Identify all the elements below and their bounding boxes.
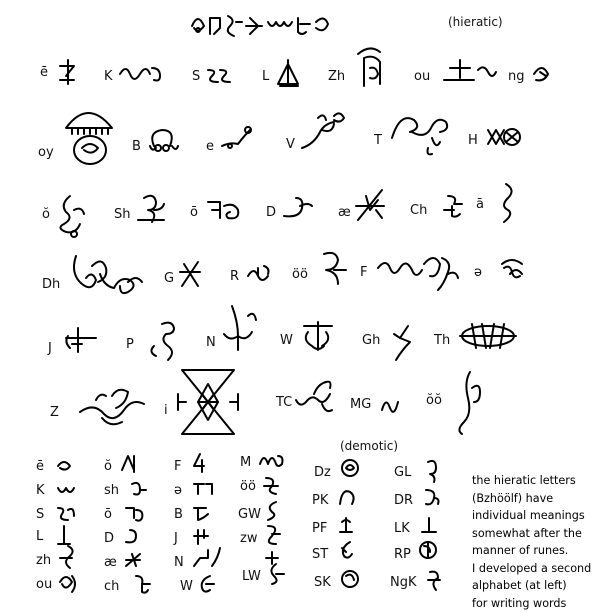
demotic-glyph (122, 502, 146, 522)
letter-label: i (164, 404, 168, 417)
hieratic-glyph-ch (440, 192, 466, 220)
demotic-letter-label: M (240, 456, 251, 469)
demotic-letter-label: NgK (390, 576, 417, 589)
demotic-letter-label: ŏ (104, 460, 112, 473)
notes-line: individual meanings (472, 507, 598, 525)
hieratic-glyph-e (218, 124, 258, 154)
demotic-letter-label: RP (394, 548, 411, 561)
hieratic-glyph-b (146, 124, 182, 156)
notes-line: somewhat after the (472, 525, 598, 543)
demotic-glyph (420, 486, 442, 508)
demotic-glyph (190, 452, 210, 474)
notes-line: the hieratic letters (472, 472, 598, 490)
letter-label: F (360, 266, 367, 279)
letter-label: S (192, 70, 200, 83)
demotic-letter-label: J (174, 532, 178, 545)
demotic-letter-label: S (36, 508, 44, 521)
demotic-letter-label: N (174, 556, 184, 569)
demotic-letter-label: LW (242, 570, 261, 583)
hieratic-glyph-k (118, 62, 168, 86)
demotic-letter-label: F (174, 460, 181, 473)
hieratic-glyph-z (76, 382, 148, 432)
hieratic-glyph-w (300, 318, 336, 356)
hieratic-label: (hieratic) (448, 16, 503, 28)
hieratic-glyph-v (298, 110, 356, 156)
demotic-letter-label: PF (312, 522, 327, 535)
demotic-glyph (260, 474, 282, 496)
hieratic-glyph-sh (134, 192, 170, 226)
demotic-glyph (416, 538, 440, 562)
demotic-glyph (262, 498, 282, 522)
hieratic-glyph-ou (440, 56, 496, 84)
demotic-glyph (336, 514, 356, 536)
demotic-glyph (256, 448, 286, 470)
hieratic-glyph-s (204, 64, 238, 88)
letter-label: ō (190, 206, 198, 219)
hieratic-glyph-gh (388, 322, 418, 362)
demotic-glyph (196, 572, 216, 594)
hieratic-glyph-i (176, 366, 240, 438)
demotic-letter-label: sh (104, 484, 119, 497)
letter-label: ə (474, 266, 482, 279)
letter-label: N (206, 336, 216, 349)
hieratic-glyph-mg (378, 394, 404, 414)
letter-label: TC (276, 396, 292, 409)
letter-label: L (262, 70, 269, 83)
hieratic-glyph-dh (66, 252, 146, 304)
demotic-glyph (56, 544, 78, 570)
demotic-letter-label: ST (312, 548, 328, 561)
demotic-letter-label: ou (36, 578, 52, 591)
hieratic-glyph-p (146, 318, 182, 364)
demotic-glyph (128, 478, 148, 498)
demotic-glyph (190, 478, 216, 498)
demotic-letter-label: ō (104, 508, 112, 521)
demotic-letter-label: zw (240, 532, 257, 545)
hieratic-glyph-j (62, 322, 102, 354)
demotic-letter-label: ē (36, 460, 44, 473)
letter-label: R (230, 270, 239, 283)
hieratic-glyph-ng (530, 62, 554, 84)
hieratic-glyph-f (374, 250, 464, 296)
letter-label: J (48, 342, 52, 355)
letter-label: K (104, 70, 113, 83)
demotic-letter-label: ə (174, 484, 182, 497)
demotic-letter-label: Dz (314, 466, 331, 479)
title-glyph-word (188, 8, 338, 38)
hieratic-glyph-o-short (56, 192, 90, 240)
letter-label: W (280, 334, 293, 347)
demotic-glyph (262, 522, 284, 546)
notes-line: manner of runes. (472, 542, 598, 560)
demotic-letter-label: LK (394, 522, 410, 535)
demotic-letter-label: GW (238, 508, 261, 521)
notes-line: alphabet (at left) (472, 577, 598, 595)
demotic-glyph (336, 538, 356, 562)
letter-label: Zh (328, 70, 345, 83)
letter-label: MG (350, 398, 371, 411)
letter-label: Th (434, 334, 450, 347)
letter-label: Gh (362, 334, 380, 347)
demotic-letter-label: L (36, 530, 43, 543)
demotic-glyph (122, 550, 144, 570)
hieratic-glyph-d (280, 192, 316, 222)
demotic-glyph (338, 456, 362, 480)
hieratic-glyph-r (244, 260, 274, 286)
letter-label: e (206, 140, 214, 153)
hieratic-glyph-h (484, 124, 524, 150)
demotic-glyph (54, 502, 78, 522)
demotic-letter-label: DR (394, 494, 413, 507)
letter-label: ē (40, 66, 48, 79)
hieratic-glyph-e-long (56, 56, 80, 88)
letter-label: G (164, 272, 174, 285)
demotic-glyph (54, 480, 78, 498)
demotic-glyph (338, 566, 362, 592)
notes-line: I developed a second (472, 560, 598, 578)
hieratic-glyph-g (176, 258, 204, 290)
notes-text (472, 472, 598, 612)
letter-label: öö (292, 268, 308, 281)
demotic-glyph (418, 514, 440, 536)
letter-label: oy (38, 146, 54, 159)
letter-label: Dh (42, 278, 60, 291)
letter-label: ŏŏ (426, 394, 442, 407)
hieratic-glyph-n (218, 302, 258, 354)
letter-label: Z (50, 406, 59, 419)
hieratic-glyph-o-long (204, 196, 244, 224)
demotic-letter-label: SK (314, 576, 331, 589)
demotic-glyph (130, 572, 154, 596)
letter-label: H (468, 134, 478, 147)
hieratic-glyph-ae (352, 186, 388, 224)
notes-line: for writing words (472, 595, 598, 612)
demotic-glyph (422, 456, 442, 482)
letter-label: ŏ (42, 208, 50, 221)
letter-label: D (266, 206, 276, 219)
hieratic-glyph-oo-short (450, 368, 484, 438)
demotic-glyph (54, 524, 74, 546)
letter-label: Ch (410, 204, 427, 217)
demotic-letter-label: ch (104, 580, 119, 593)
hieratic-glyph-th (456, 320, 520, 352)
hieratic-glyph-oy (62, 108, 116, 168)
letter-label: P (126, 338, 134, 351)
demotic-glyph (190, 526, 212, 546)
hieratic-glyph-t (388, 108, 452, 160)
demotic-label: (demotic) (340, 440, 398, 452)
hieratic-glyph-tc (292, 376, 336, 416)
demotic-letter-label: GL (394, 466, 411, 479)
letter-label: æ (338, 206, 351, 219)
demotic-glyph (56, 570, 80, 594)
demotic-glyph (54, 456, 74, 474)
hieratic-glyph-zh (354, 44, 394, 90)
demotic-glyph (266, 560, 288, 586)
letter-label: Sh (114, 208, 131, 221)
demotic-glyph (118, 452, 142, 474)
demotic-letter-label: D (104, 532, 114, 545)
letter-label: B (132, 140, 141, 153)
demotic-letter-label: PK (312, 494, 328, 507)
notes-line: (Bzhöölf) have (472, 490, 598, 508)
demotic-letter-label: K (36, 484, 45, 497)
hieratic-glyph-a-long (494, 180, 518, 224)
demotic-letter-label: B (174, 508, 183, 521)
demotic-glyph (336, 486, 358, 508)
hieratic-glyph-schwa (498, 254, 528, 282)
demotic-glyph (190, 502, 212, 522)
letter-label: ou (414, 70, 430, 83)
letter-label: ā (476, 198, 484, 211)
demotic-letter-label: öö (240, 480, 256, 493)
demotic-letter-label: zh (36, 554, 51, 567)
demotic-glyph (424, 566, 444, 592)
demotic-glyph (190, 544, 224, 570)
demotic-letter-label: W (180, 580, 193, 593)
letter-label: V (286, 138, 295, 151)
demotic-glyph (122, 526, 142, 546)
letter-label: T (374, 134, 382, 147)
hieratic-glyph-oo-umlaut (316, 246, 350, 290)
letter-label: ng (508, 70, 525, 83)
demotic-letter-label: æ (104, 556, 117, 569)
hieratic-glyph-l (276, 58, 302, 88)
